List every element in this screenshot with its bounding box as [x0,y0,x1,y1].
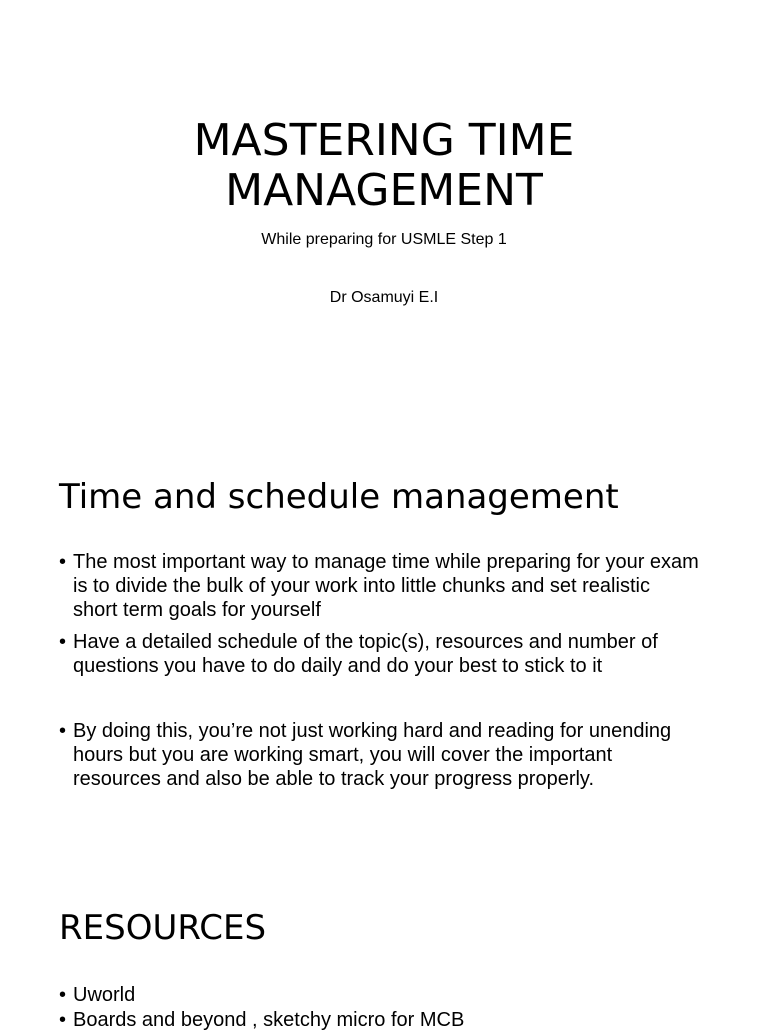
bullet-item [59,550,699,622]
presentation-title [0,116,768,216]
bullet-list [59,550,699,791]
bullet-dot-icon: • [59,631,67,653]
presentation-subtitle: While preparing for USMLE Step 1 [261,231,507,248]
slide-heading: Time and schedule management [59,477,619,517]
bullet-item [59,1008,699,1032]
bullet-text: Boards and beyond , sketchy micro for MCB [73,1009,465,1031]
bullet-item [59,630,699,678]
bullet-dot-icon: • [59,551,67,573]
bullet-dot-icon: • [59,984,67,1006]
bullet-text: Have a detailed schedule of the topic(s), resources and number of questions you have to do daily and do your best to stick to it [73,631,658,677]
bullet-text: The most important way to manage time while preparing for your exam is to divide the bulk of your work into little chunks and set realistic short term goals for yourself [73,551,699,621]
time-management-slide [0,432,768,862]
bullet-dot-icon: • [59,720,67,742]
presentation-author: Dr Osamuyi E.I [329,289,439,306]
bullet-dot-icon: • [59,1009,67,1031]
slide-heading: RESOURCES [59,908,267,948]
resources-slide [0,862,768,1031]
title-line-1: MASTERING TIME [193,115,575,166]
bullet-list [59,983,699,1032]
bullet-item [59,719,699,791]
title-slide [0,0,768,384]
bullet-text: Uworld [73,984,136,1006]
title-line-2: MANAGEMENT [225,165,543,216]
bullet-item [59,983,699,1007]
bullet-text: By doing this, you’re not just working hard and reading for unending hours but you are working smart, you will cover the important resources and also be able to track your progress properly. [73,720,672,790]
